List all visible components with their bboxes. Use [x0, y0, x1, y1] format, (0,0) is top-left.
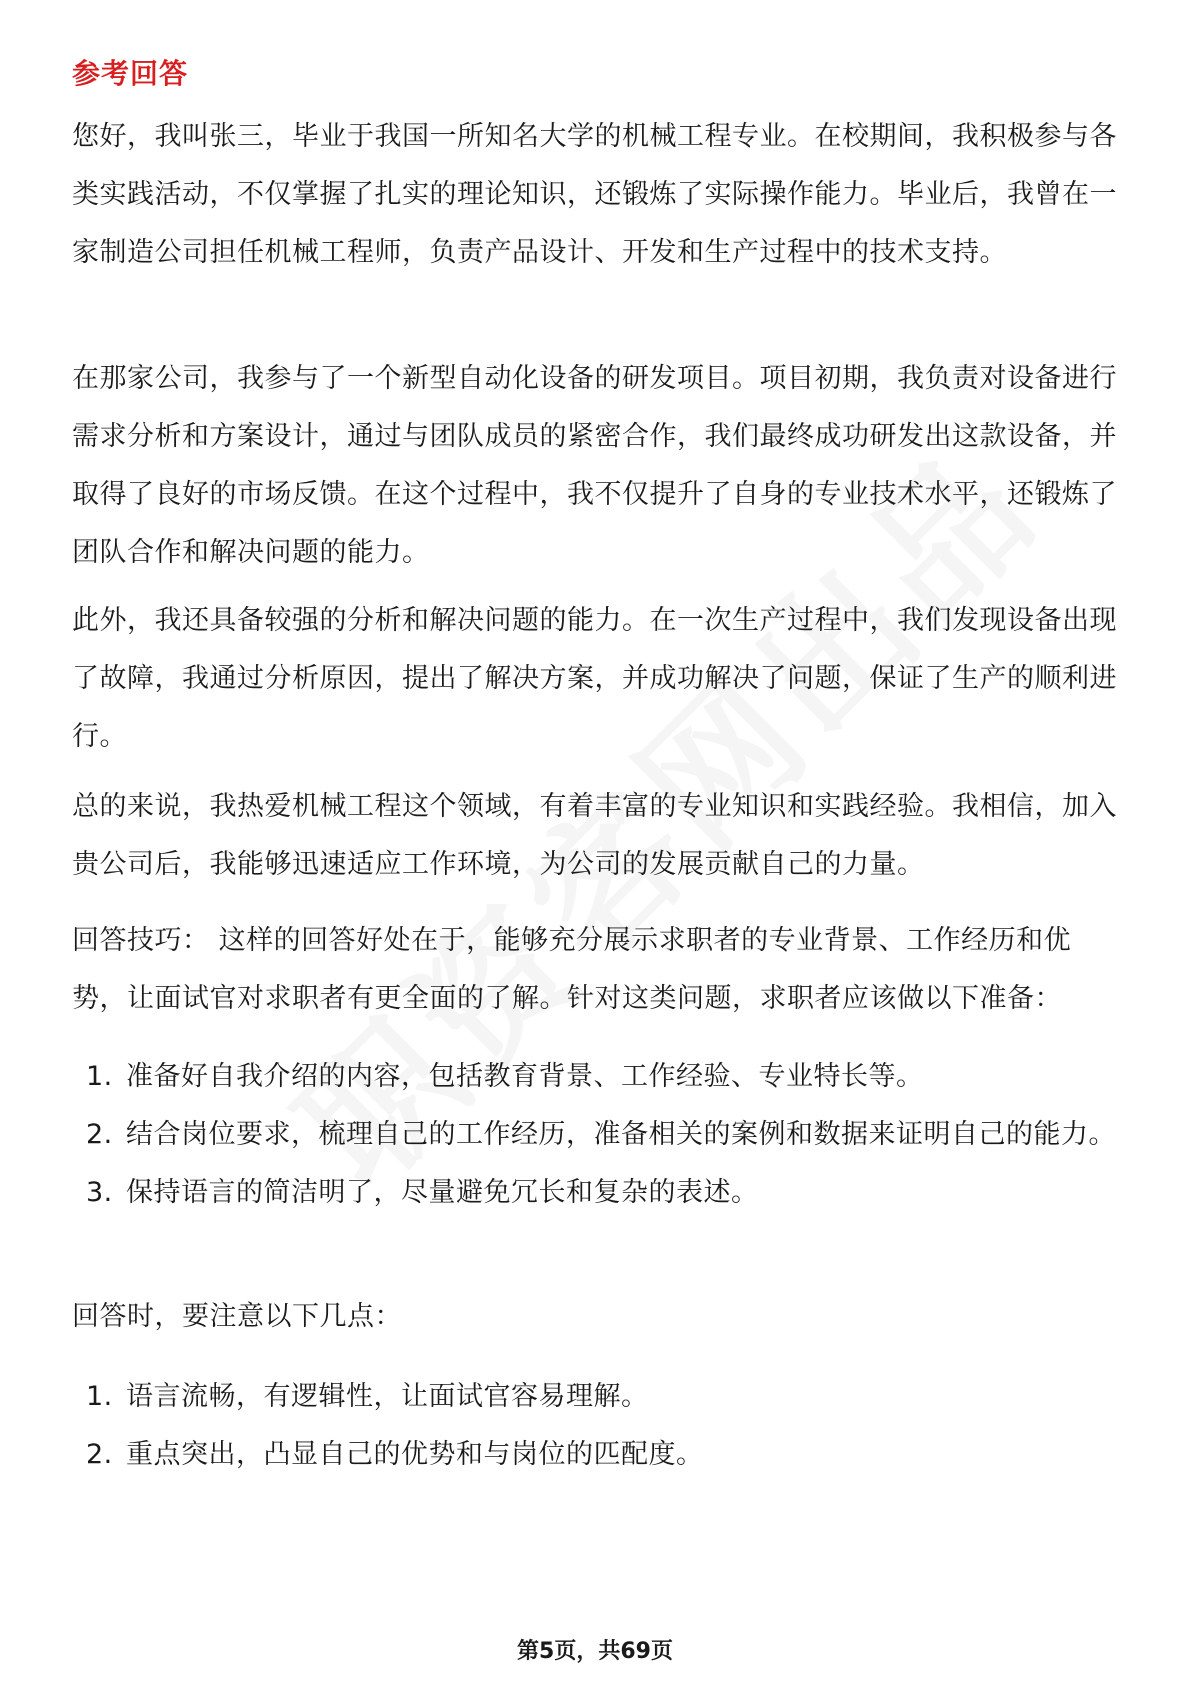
list-item-number: 3.	[86, 1177, 113, 1208]
paragraph-intro: 您好，我叫张三，毕业于我国一所知名大学的机械工程专业。在校期间，我积极参与各类实践活动，不仅掌握了扎实的理论知识，还锻炼了实际操作能力。毕业后，我曾在一家制造公司担任机械工程师，负责产品设计、开发和生产过程中的技术支持。	[72, 121, 1117, 268]
section-title: 参考回答	[72, 57, 189, 90]
page-footer: 第5页，共69页	[517, 1639, 673, 1664]
list-item-text: 结合岗位要求，梳理自己的工作经历，准备相关的案例和数据来证明自己的能力。	[126, 1119, 1116, 1150]
attention-list	[72, 1368, 1122, 1484]
list-item-number: 2.	[86, 1439, 113, 1470]
list-item-text: 准备好自我介绍的内容，包括教育背景、工作经验、专业特长等。	[126, 1061, 924, 1092]
list-item	[72, 1048, 1122, 1106]
list-item-text: 语言流畅，有逻辑性，让面试官容易理解。	[126, 1381, 649, 1412]
paragraph-tips: 回答技巧： 这样的回答好处在于，能够充分展示求职者的专业背景、工作经历和优势，让面试官对求职者有更全面的了解。针对这类问题，求职者应该做以下准备：	[72, 925, 1072, 1014]
paragraph-attention: 回答时，要注意以下几点：	[72, 1301, 402, 1332]
list-item	[72, 1368, 1122, 1426]
paragraph-summary: 总的来说，我热爱机械工程这个领域，有着丰富的专业知识和实践经验。我相信，加入贵公司后，我能够迅速适应工作环境，为公司的发展贡献自己的力量。	[72, 791, 1117, 880]
list-item-text: 重点突出，凸显自己的优势和与岗位的匹配度。	[126, 1439, 704, 1470]
paragraph-project: 在那家公司，我参与了一个新型自动化设备的研发项目。项目初期，我负责对设备进行需求分析和方案设计，通过与团队成员的紧密合作，我们最终成功研发出这款设备，并取得了良好的市场反馈。在这个过程中，我不仅提升了自身的专业技术水平，还锻炼了团队合作和解决问题的能力。	[72, 363, 1117, 568]
list-item	[72, 1426, 1122, 1484]
list-item-number: 1.	[86, 1061, 113, 1092]
list-item	[72, 1164, 1122, 1222]
preparation-list	[72, 1048, 1122, 1222]
paragraph-problem-solving: 此外，我还具备较强的分析和解决问题的能力。在一次生产过程中，我们发现设备出现了故障，我通过分析原因，提出了解决方案，并成功解决了问题，保证了生产的顺利进行。	[72, 605, 1117, 752]
list-item-number: 2.	[86, 1119, 113, 1150]
list-item	[72, 1106, 1122, 1164]
list-item-text: 保持语言的简洁明了，尽量避免冗长和复杂的表述。	[126, 1177, 759, 1208]
list-item-number: 1.	[86, 1381, 113, 1412]
